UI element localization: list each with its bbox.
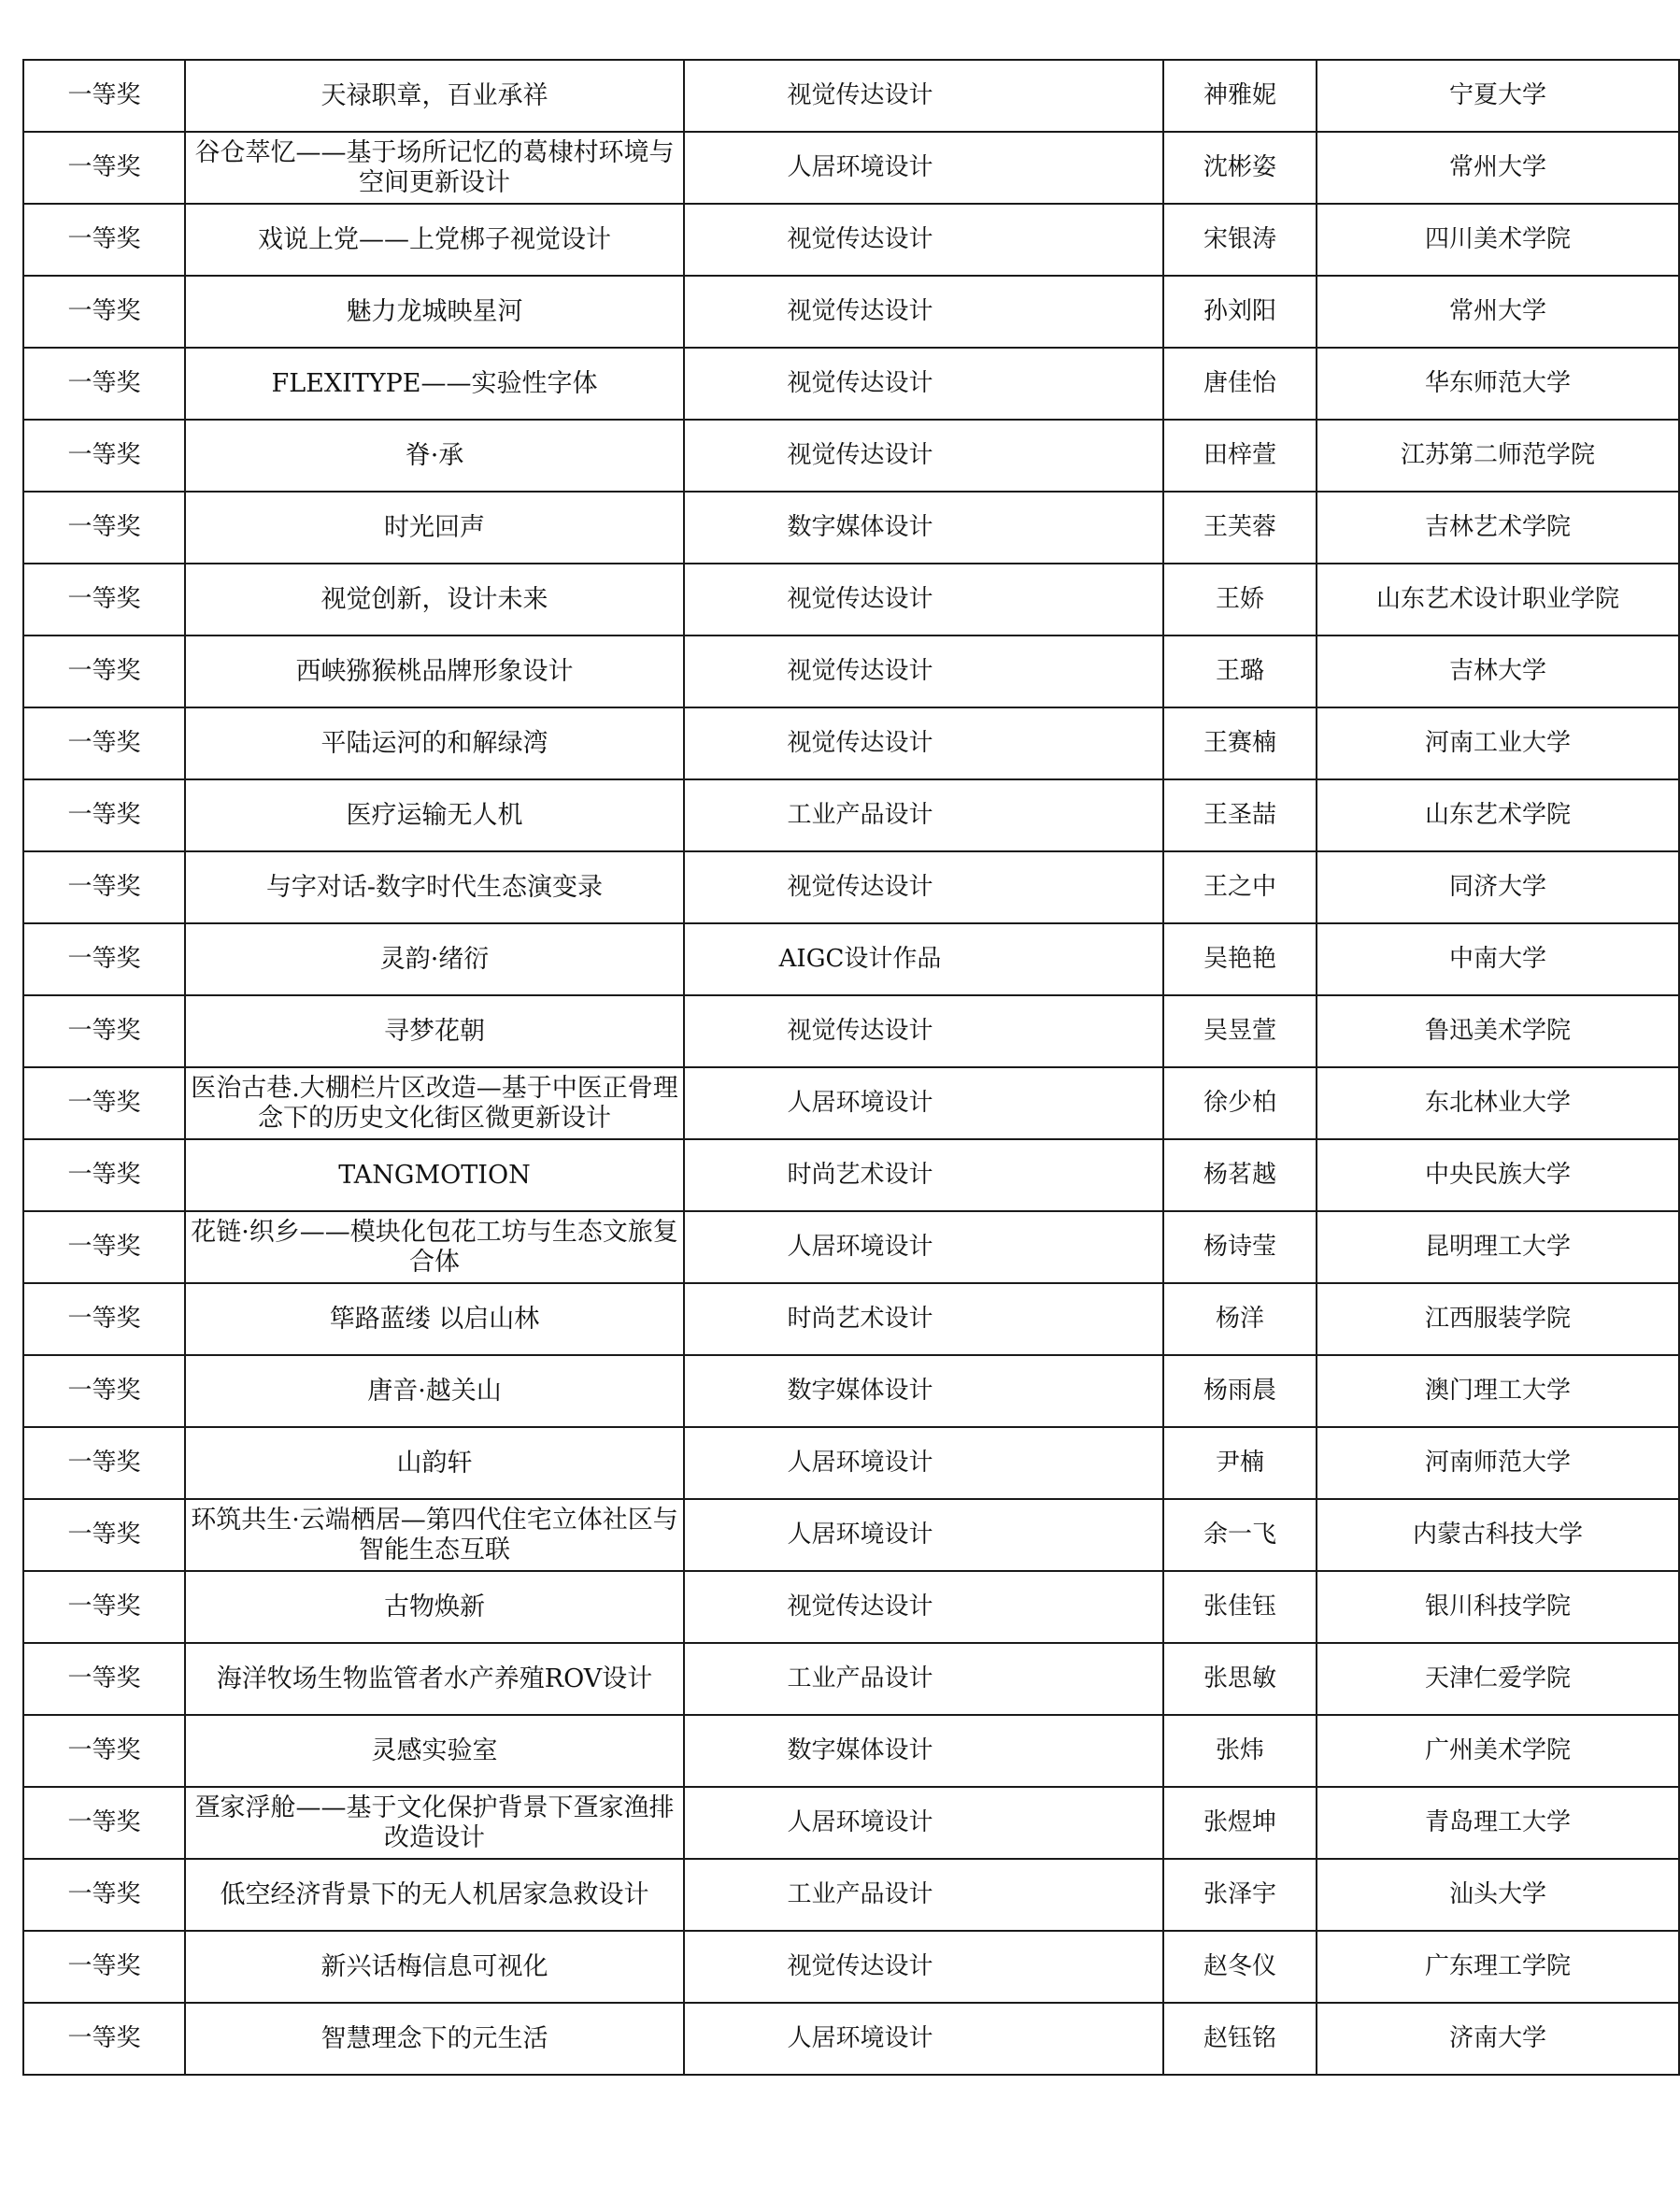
table-row	[23, 1787, 1679, 1859]
work-title-cell: 戏说上党——上党梆子视觉设计	[185, 204, 684, 276]
award-level-cell: 一等奖	[23, 1427, 185, 1499]
award-level-cell: 一等奖	[23, 60, 185, 132]
table-row	[23, 1139, 1679, 1211]
author-cell: 赵钰铭	[1163, 2003, 1317, 2075]
work-title-cell: 花链·织乡——模块化包花工坊与生态文旅复合体	[185, 1211, 684, 1283]
school-cell: 鲁迅美术学院	[1317, 995, 1679, 1067]
category-cell: 时尚艺术设计	[684, 1139, 1163, 1211]
school-cell: 常州大学	[1317, 276, 1679, 348]
award-level-cell: 一等奖	[23, 636, 185, 707]
school-cell: 河南工业大学	[1317, 707, 1679, 779]
table-row	[23, 1931, 1679, 2003]
work-title-cell: 时光回声	[185, 492, 684, 564]
author-cell: 田梓萱	[1163, 420, 1317, 492]
category-cell: 人居环境设计	[684, 1427, 1163, 1499]
category-cell: 视觉传达设计	[684, 995, 1163, 1067]
author-cell: 徐少柏	[1163, 1067, 1317, 1139]
table-row	[23, 1211, 1679, 1283]
author-cell: 尹楠	[1163, 1427, 1317, 1499]
author-cell: 王娇	[1163, 564, 1317, 636]
work-title-cell: 西峡猕猴桃品牌形象设计	[185, 636, 684, 707]
category-cell: 数字媒体设计	[684, 1355, 1163, 1427]
table-row	[23, 851, 1679, 923]
school-cell: 天津仁爱学院	[1317, 1643, 1679, 1715]
school-cell: 河南师范大学	[1317, 1427, 1679, 1499]
author-cell: 王圣喆	[1163, 779, 1317, 851]
work-title-cell: 灵韵·绪衍	[185, 923, 684, 995]
table-row	[23, 707, 1679, 779]
author-cell: 余一飞	[1163, 1499, 1317, 1571]
category-cell: 人居环境设计	[684, 1499, 1163, 1571]
work-title-cell: TANGMOTION	[185, 1139, 684, 1211]
table-row	[23, 2003, 1679, 2075]
school-cell: 山东艺术学院	[1317, 779, 1679, 851]
award-level-cell: 一等奖	[23, 1643, 185, 1715]
category-cell: 视觉传达设计	[684, 1931, 1163, 2003]
school-cell: 广州美术学院	[1317, 1715, 1679, 1787]
table-row	[23, 276, 1679, 348]
work-title-cell: 平陆运河的和解绿湾	[185, 707, 684, 779]
school-cell: 华东师范大学	[1317, 348, 1679, 420]
work-title-cell: 新兴话梅信息可视化	[185, 1931, 684, 2003]
award-level-cell: 一等奖	[23, 420, 185, 492]
author-cell: 孙刘阳	[1163, 276, 1317, 348]
table-row	[23, 1643, 1679, 1715]
table-row	[23, 492, 1679, 564]
work-title-cell: 低空经济背景下的无人机居家急救设计	[185, 1859, 684, 1931]
work-title-cell: 筚路蓝缕 以启山林	[185, 1283, 684, 1355]
school-cell: 常州大学	[1317, 132, 1679, 204]
author-cell: 吴昱萱	[1163, 995, 1317, 1067]
work-title-cell: 医疗运输无人机	[185, 779, 684, 851]
work-title-cell: 疍家浮舱——基于文化保护背景下疍家渔排改造设计	[185, 1787, 684, 1859]
school-cell: 济南大学	[1317, 2003, 1679, 2075]
table-row	[23, 1499, 1679, 1571]
school-cell: 中南大学	[1317, 923, 1679, 995]
category-cell: 视觉传达设计	[684, 851, 1163, 923]
award-level-cell: 一等奖	[23, 564, 185, 636]
author-cell: 王之中	[1163, 851, 1317, 923]
table-row	[23, 348, 1679, 420]
category-cell: 人居环境设计	[684, 1787, 1163, 1859]
category-cell: 视觉传达设计	[684, 204, 1163, 276]
award-table-body	[23, 60, 1679, 2075]
work-title-cell: 天禄职章，百业承祥	[185, 60, 684, 132]
category-cell: 人居环境设计	[684, 1211, 1163, 1283]
table-row	[23, 1355, 1679, 1427]
table-row	[23, 1067, 1679, 1139]
category-cell: 视觉传达设计	[684, 636, 1163, 707]
author-cell: 杨茗越	[1163, 1139, 1317, 1211]
table-row	[23, 779, 1679, 851]
category-cell: 视觉传达设计	[684, 420, 1163, 492]
work-title-cell: 魅力龙城映星河	[185, 276, 684, 348]
category-cell: 视觉传达设计	[684, 564, 1163, 636]
school-cell: 吉林大学	[1317, 636, 1679, 707]
table-row	[23, 204, 1679, 276]
school-cell: 宁夏大学	[1317, 60, 1679, 132]
school-cell: 澳门理工大学	[1317, 1355, 1679, 1427]
award-level-cell: 一等奖	[23, 1499, 185, 1571]
school-cell: 江西服装学院	[1317, 1283, 1679, 1355]
category-cell: 视觉传达设计	[684, 1571, 1163, 1643]
category-cell: 时尚艺术设计	[684, 1283, 1163, 1355]
award-level-cell: 一等奖	[23, 1211, 185, 1283]
work-title-cell: 谷仓萃忆——基于场所记忆的葛棣村环境与空间更新设计	[185, 132, 684, 204]
school-cell: 内蒙古科技大学	[1317, 1499, 1679, 1571]
category-cell: 数字媒体设计	[684, 492, 1163, 564]
school-cell: 广东理工学院	[1317, 1931, 1679, 2003]
award-level-cell: 一等奖	[23, 707, 185, 779]
award-level-cell: 一等奖	[23, 1859, 185, 1931]
award-level-cell: 一等奖	[23, 1067, 185, 1139]
award-level-cell: 一等奖	[23, 1139, 185, 1211]
author-cell: 赵冬仪	[1163, 1931, 1317, 2003]
award-level-cell: 一等奖	[23, 204, 185, 276]
school-cell: 江苏第二师范学院	[1317, 420, 1679, 492]
category-cell: 工业产品设计	[684, 1643, 1163, 1715]
award-level-cell: 一等奖	[23, 851, 185, 923]
school-cell: 山东艺术设计职业学院	[1317, 564, 1679, 636]
table-row	[23, 923, 1679, 995]
author-cell: 神雅妮	[1163, 60, 1317, 132]
category-cell: 人居环境设计	[684, 1067, 1163, 1139]
category-cell: 人居环境设计	[684, 2003, 1163, 2075]
school-cell: 汕头大学	[1317, 1859, 1679, 1931]
school-cell: 四川美术学院	[1317, 204, 1679, 276]
author-cell: 杨洋	[1163, 1283, 1317, 1355]
table-row	[23, 995, 1679, 1067]
school-cell: 东北林业大学	[1317, 1067, 1679, 1139]
work-title-cell: 古物焕新	[185, 1571, 684, 1643]
table-row	[23, 636, 1679, 707]
work-title-cell: 医治古巷.大棚栏片区改造—基于中医正骨理念下的历史文化街区微更新设计	[185, 1067, 684, 1139]
award-level-cell: 一等奖	[23, 1931, 185, 2003]
award-level-cell: 一等奖	[23, 1355, 185, 1427]
table-row	[23, 1283, 1679, 1355]
category-cell: 视觉传达设计	[684, 60, 1163, 132]
school-cell: 中央民族大学	[1317, 1139, 1679, 1211]
work-title-cell: 与字对话-数字时代生态演变录	[185, 851, 684, 923]
school-cell: 青岛理工大学	[1317, 1787, 1679, 1859]
school-cell: 吉林艺术学院	[1317, 492, 1679, 564]
author-cell: 张泽宇	[1163, 1859, 1317, 1931]
school-cell: 同济大学	[1317, 851, 1679, 923]
award-level-cell: 一等奖	[23, 1283, 185, 1355]
author-cell: 杨雨晨	[1163, 1355, 1317, 1427]
school-cell: 昆明理工大学	[1317, 1211, 1679, 1283]
work-title-cell: 山韵轩	[185, 1427, 684, 1499]
award-level-cell: 一等奖	[23, 276, 185, 348]
school-cell: 银川科技学院	[1317, 1571, 1679, 1643]
work-title-cell: 唐音·越关山	[185, 1355, 684, 1427]
table-row	[23, 1427, 1679, 1499]
table-row	[23, 564, 1679, 636]
author-cell: 唐佳怡	[1163, 348, 1317, 420]
table-row	[23, 132, 1679, 204]
table-row	[23, 60, 1679, 132]
table-row	[23, 420, 1679, 492]
author-cell: 吴艳艳	[1163, 923, 1317, 995]
category-cell: AIGC设计作品	[684, 923, 1163, 995]
award-level-cell: 一等奖	[23, 132, 185, 204]
award-level-cell: 一等奖	[23, 1715, 185, 1787]
work-title-cell: FLEXITYPE——实验性字体	[185, 348, 684, 420]
table-row	[23, 1571, 1679, 1643]
award-level-cell: 一等奖	[23, 995, 185, 1067]
table-row	[23, 1859, 1679, 1931]
category-cell: 视觉传达设计	[684, 707, 1163, 779]
category-cell: 工业产品设计	[684, 779, 1163, 851]
author-cell: 沈彬姿	[1163, 132, 1317, 204]
award-table	[22, 59, 1680, 2076]
award-level-cell: 一等奖	[23, 348, 185, 420]
author-cell: 王璐	[1163, 636, 1317, 707]
author-cell: 王赛楠	[1163, 707, 1317, 779]
author-cell: 张佳钰	[1163, 1571, 1317, 1643]
award-level-cell: 一等奖	[23, 779, 185, 851]
category-cell: 人居环境设计	[684, 132, 1163, 204]
work-title-cell: 灵感实验室	[185, 1715, 684, 1787]
award-level-cell: 一等奖	[23, 1787, 185, 1859]
category-cell: 数字媒体设计	[684, 1715, 1163, 1787]
award-level-cell: 一等奖	[23, 923, 185, 995]
work-title-cell: 海洋牧场生物监管者水产养殖ROV设计	[185, 1643, 684, 1715]
author-cell: 张思敏	[1163, 1643, 1317, 1715]
author-cell: 王芙蓉	[1163, 492, 1317, 564]
author-cell: 张煜坤	[1163, 1787, 1317, 1859]
author-cell: 张炜	[1163, 1715, 1317, 1787]
category-cell: 视觉传达设计	[684, 348, 1163, 420]
award-level-cell: 一等奖	[23, 1571, 185, 1643]
category-cell: 工业产品设计	[684, 1859, 1163, 1931]
work-title-cell: 脊·承	[185, 420, 684, 492]
work-title-cell: 视觉创新，设计未来	[185, 564, 684, 636]
author-cell: 宋银涛	[1163, 204, 1317, 276]
table-row	[23, 1715, 1679, 1787]
work-title-cell: 智慧理念下的元生活	[185, 2003, 684, 2075]
work-title-cell: 寻梦花朝	[185, 995, 684, 1067]
category-cell: 视觉传达设计	[684, 276, 1163, 348]
work-title-cell: 环筑共生·云端栖居—第四代住宅立体社区与智能生态互联	[185, 1499, 684, 1571]
author-cell: 杨诗莹	[1163, 1211, 1317, 1283]
award-level-cell: 一等奖	[23, 2003, 185, 2075]
award-level-cell: 一等奖	[23, 492, 185, 564]
